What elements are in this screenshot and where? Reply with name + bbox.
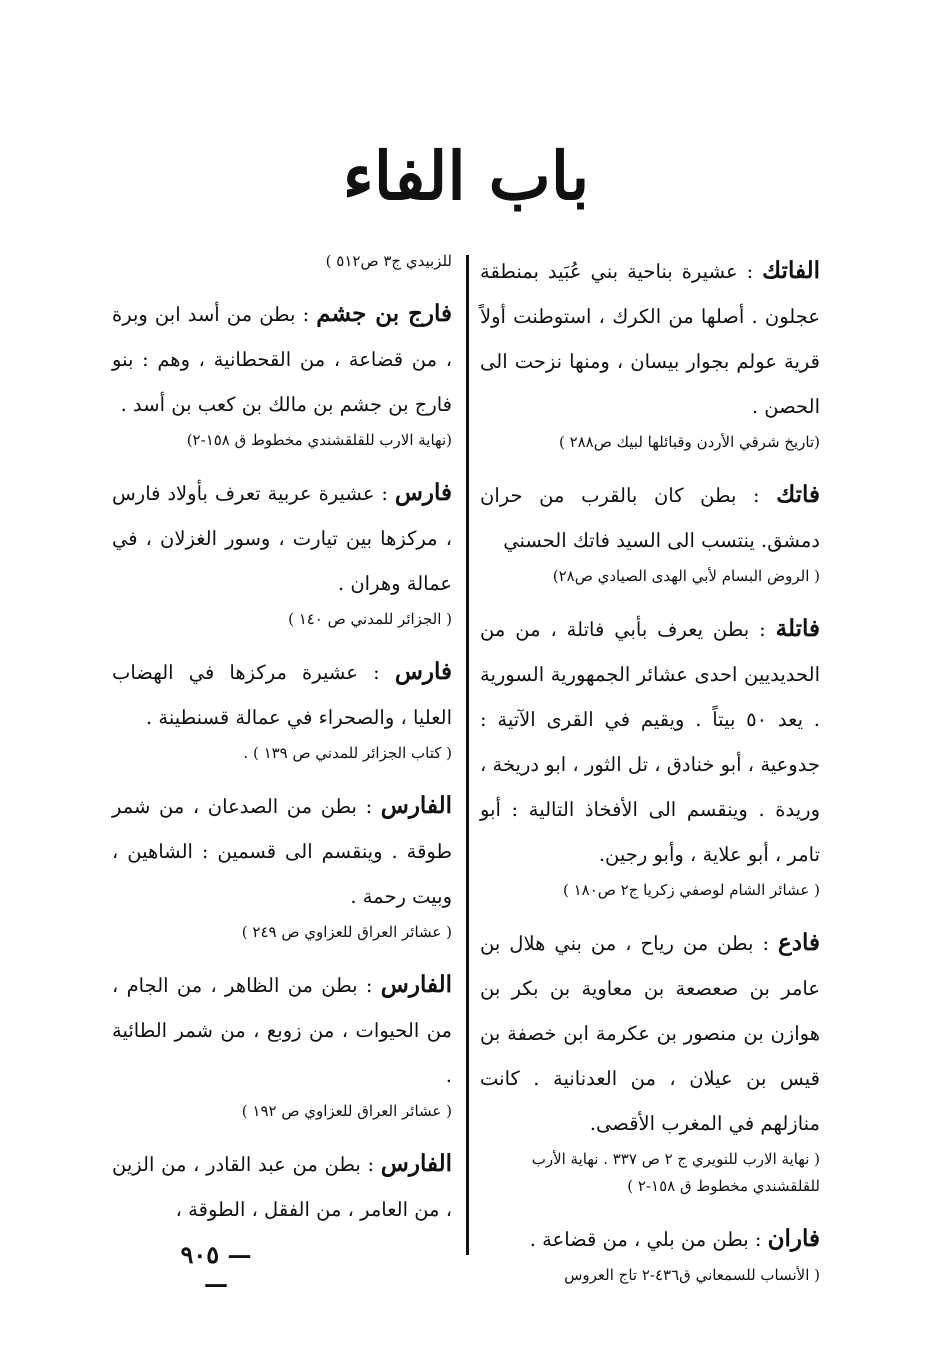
entry-text-block [112, 783, 452, 919]
dictionary-entry [112, 783, 452, 946]
dictionary-entry [112, 962, 452, 1125]
dictionary-entry [480, 920, 820, 1200]
entry-text-block [480, 606, 820, 877]
entry-definition: : بطن من الظاهر ، من الجام ، من الحيوات ، من زوبع ، من شمر الطائية . [112, 974, 452, 1087]
entry-text-block [480, 920, 820, 1146]
dictionary-entry [112, 1141, 452, 1232]
entry-definition: : عشيرة مركزها في الهضاب العليا ، والصحراء في عمالة قسنطينة . [112, 661, 452, 729]
page-number: — ٩٠٥ — [180, 1240, 252, 1298]
entry-source-citation: ( عشائر العراق للعزاوي ص ١٩٢ ) [241, 1102, 452, 1120]
entry-source-citation: ( نهاية الارب للنويري ج ٢ ص ٣٣٧ . نهاية الأرب للقلقشندي مخطوط ق ١٥٨-٢ ) [531, 1150, 820, 1195]
entry-headword: فاران [767, 1225, 820, 1252]
entry-definition: : عشيرة عربية تعرف بأولاد فارس ، مركزها بين تيارت ، وسور الغزلان ، في عمالة وهران . [112, 482, 452, 595]
entry-source-citation: (نهاية الارب للقلقشندي مخطوط ق ١٥٨-٢) [186, 431, 452, 449]
dictionary-entry [480, 1216, 820, 1289]
entry-definition: : بطن من رياح ، من بني هلال بن عامر بن صعصعة بن معاوية بن بكر بن هوازن بن منصور بن عكرمة ابن خصفة بن قيس بن عيلان ، من العدنانية . كانت منازلهم في المغرب الأقصى. [480, 932, 820, 1135]
entry-source-citation: ( الروض البسام لأبي الهدى الصيادي ص٢٨) [552, 567, 820, 585]
entry-source-citation: ( كتاب الجزائر للمدني ص ١٣٩ ) . [243, 744, 452, 762]
entry-headword: فارس [394, 479, 452, 506]
entry-definition: : بطن يعرف بأبي فاتلة ، من من الحديديين احدى عشائر الجمهورية السورية . يعد ٥٠ بيتاً . ويقيم في القرى الآتية : جدوعية ، أبو خنادق ، تل الثور ، ابو دريخة ، وريدة . وينقسم الى الأفخاذ التالية : أبو تامر ، أبو علاية ، وأبو رجين. [480, 618, 820, 866]
entry-headword: فاتلة [775, 615, 820, 642]
entry-text-block [480, 1216, 820, 1262]
entry-source-citation: ( عشائر العراق للعزاوي ص ٢٤٩ ) [241, 923, 452, 941]
entry-source-citation: ( عشائر الشام لوصفي زكريا ج٢ ص١٨٠ ) [562, 881, 820, 899]
dictionary-entry [480, 248, 820, 456]
entry-text-block [112, 962, 452, 1098]
entry-definition: : بطن من أسد ابن وبرة ، من قضاعة ، من القحطانية ، وهم : بنو فارج بن جشم بن مالك بن كعب بن أسد . [112, 303, 452, 416]
entry-text-block [112, 470, 452, 606]
dictionary-entry [480, 606, 820, 904]
entry-text-block [112, 1141, 452, 1232]
entry-definition: : بطن من بلي ، من قضاعة . [529, 1228, 762, 1251]
dictionary-entry [480, 472, 820, 590]
entry-text-block [112, 291, 452, 427]
column-divider [466, 255, 469, 1255]
entry-text-block [480, 472, 820, 563]
dictionary-entry [112, 649, 452, 767]
left-column [112, 248, 452, 1248]
entry-headword: فادع [778, 929, 821, 956]
entry-headword: الفارس [380, 971, 452, 998]
entry-source-citation: ( الجزائر للمدني ص ١٤٠ ) [288, 610, 452, 628]
entry-headword: فارج بن جشم [316, 300, 452, 327]
entry-definition: : عشيرة بناحية بني عُبَيد بمنطقة عجلون . أصلها من الكرك ، استوطنت أولاً قرية عولم بجوار بيسان ، ومنها نزحت الى الحصن . [480, 260, 820, 418]
entry-source-citation: ( الأنساب للسمعاني ق٤٣٦-٢ تاج العروس [564, 1266, 820, 1284]
dictionary-entry [112, 248, 452, 275]
dictionary-entry [112, 291, 452, 454]
entry-source-citation: (تاريخ شرقي الأردن وقبائلها لبيك ص٢٨٨ ) [558, 433, 820, 451]
entry-headword: الفارس [380, 792, 452, 819]
entry-headword: الفاتك [762, 257, 820, 284]
entry-headword: فاتك [776, 481, 820, 508]
entry-definition: : بطن من الصدعان ، من شمر طوقة . وينقسم الى قسمين : الشاهين ، وبيت رحمة . [112, 795, 452, 908]
chapter-title: باب الفاء [342, 137, 590, 215]
right-column [480, 248, 820, 1305]
entry-definition: : بطن كان بالقرب من حران دمشق. ينتسب الى السيد فاتك الحسني [480, 484, 820, 552]
entry-text-block [112, 649, 452, 740]
entry-text-block [480, 248, 820, 429]
entry-headword: الفارس [380, 1150, 453, 1177]
entry-source-citation: للزبيدي ج٣ ص٥١٢ ) [325, 252, 452, 270]
entry-definition: : بطن من عبد القادر ، من الزين ، من العامر ، من الفقل ، الطوقة ، [112, 1153, 452, 1221]
dictionary-entry [112, 470, 452, 633]
entry-headword: فارس [394, 658, 453, 685]
